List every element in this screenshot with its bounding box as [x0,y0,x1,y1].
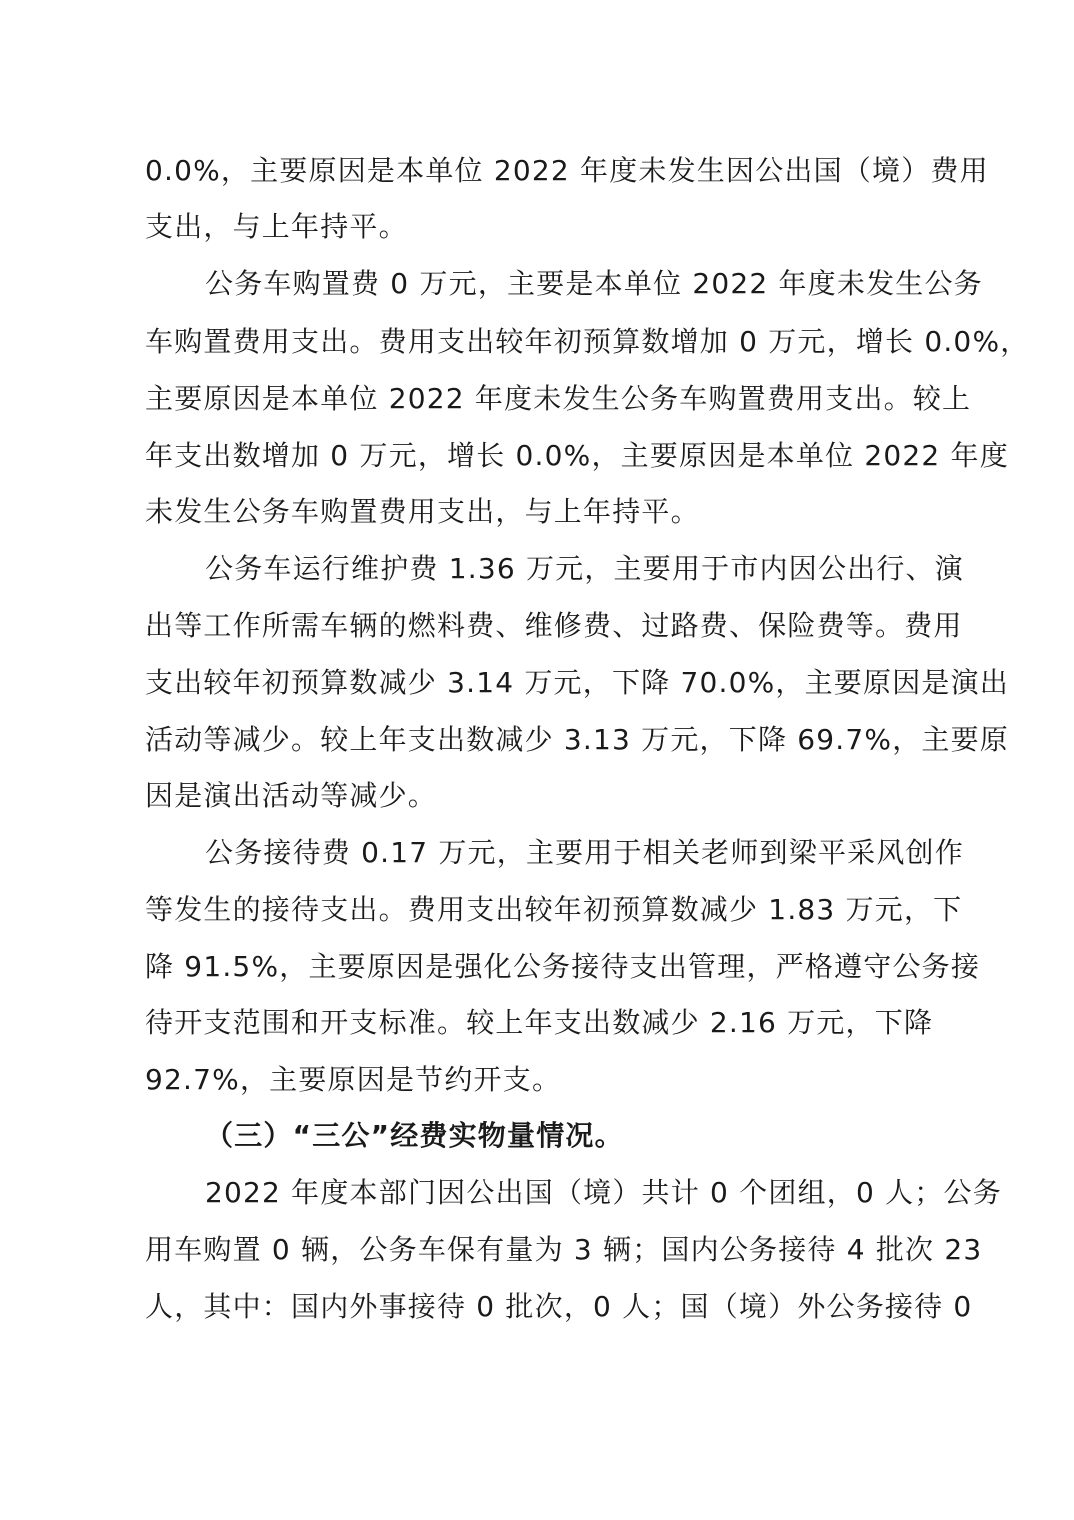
paragraph-start: 公务车运行维护费 1.36 万元，主要用于市内因公出行、演 [205,552,964,585]
text-line: 车购置费用支出。费用支出较年初预算数增加 0 万元，增长 0.0%， [145,325,1030,358]
paragraph-start: 公务接待费 0.17 万元，主要用于相关老师到梁平采风创作 [205,836,964,869]
section-heading: （三）“三公”经费实物量情况。 [205,1119,624,1152]
text-line: 0.0%，主要原因是本单位 2022 年度未发生因公出国（境）费用 [145,154,989,187]
text-line: 活动等减少。较上年支出数减少 3.13 万元，下降 69.7%，主要原 [145,723,1009,756]
text-line: 人，其中：国内外事接待 0 批次，0 人；国（境）外公务接待 0 [145,1290,973,1323]
paragraph-start: 公务车购置费 0 万元，主要是本单位 2022 年度未发生公务 [205,267,983,300]
text-line: 支出，与上年持平。 [145,210,408,243]
text-line: 年支出数增加 0 万元，增长 0.0%，主要原因是本单位 2022 年度 [145,439,1009,472]
text-line: 未发生公务车购置费用支出，与上年持平。 [145,495,700,528]
text-line: 降 91.5%，主要原因是强化公务接待支出管理，严格遵守公务接 [145,950,981,983]
text-line: 等发生的接待支出。费用支出较年初预算数减少 1.83 万元，下 [145,893,963,926]
text-line: 出等工作所需车辆的燃料费、维修费、过路费、保险费等。费用 [145,609,963,642]
text-line: 因是演出活动等减少。 [145,779,438,812]
text-line: 主要原因是本单位 2022 年度未发生公务车购置费用支出。较上 [145,382,972,415]
text-line: 92.7%，主要原因是节约开支。 [145,1063,562,1096]
text-line: 待开支范围和开支标准。较上年支出数减少 2.16 万元，下降 [145,1006,934,1039]
paragraph-start: 2022 年度本部门因公出国（境）共计 0 个团组，0 人；公务 [205,1176,1002,1209]
text-line: 用车购置 0 辆，公务车保有量为 3 辆；国内公务接待 4 批次 23 [145,1233,983,1266]
text-line: 支出较年初预算数减少 3.14 万元，下降 70.0%，主要原因是演出 [145,666,1009,699]
